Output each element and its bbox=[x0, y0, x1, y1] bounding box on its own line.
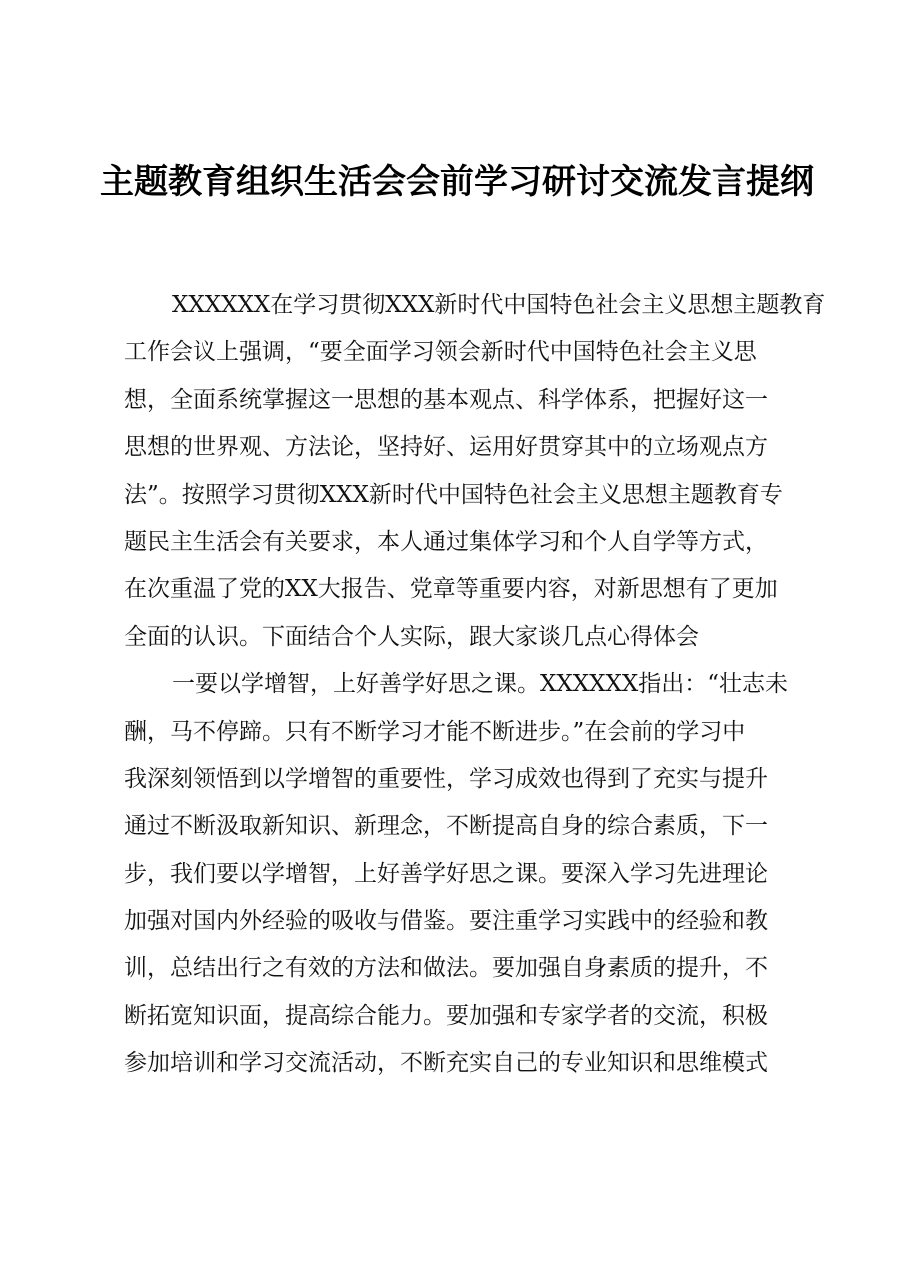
text-line: XXXXXX在学习贯彻XXX新时代中国特色社会主义思想主题教育 bbox=[172, 292, 826, 318]
text-line: 我深刻领悟到以学增智的重要性，学习成效也得到了充实与提升 bbox=[124, 765, 768, 792]
text-line: 加强对国内外经验的吸收与借鉴。要注重学习实践中的经验和教 bbox=[124, 908, 768, 935]
text-line: 断拓宽知识面，提高综合能力。要加强和专家学者的交流，积极 bbox=[124, 1002, 768, 1029]
text-line: 全面的认识。下面结合个人实际，跟大家谈几点心得体会 bbox=[124, 623, 699, 650]
text-line: 题民主生活会有关要求，本人通过集体学习和个人自学等方式， bbox=[124, 528, 768, 555]
text-line: 训，总结出行之有效的方法和做法。要加强自身素质的提升，不 bbox=[124, 955, 768, 982]
document-body bbox=[124, 282, 826, 1088]
text-line: 法”。按照学习贯彻XXX新时代中国特色社会主义思想主题教育专 bbox=[124, 481, 783, 508]
text-line: 思想的世界观、方法论，坚持好、运用好贯穿其中的立场观点方 bbox=[124, 434, 768, 461]
text-line: 酬，马不停蹄。只有不断学习才能不断进步。”在会前的学习中 bbox=[124, 718, 746, 745]
text-line: 一要以学增智，上好善学好思之课。XXXXXX指出：“壮志未 bbox=[172, 671, 789, 698]
text-line: 参加培训和学习交流活动，不断充实自己的专业知识和思维模式 bbox=[124, 1050, 768, 1077]
paragraph-1 bbox=[124, 282, 826, 661]
paragraph-2 bbox=[124, 661, 814, 1088]
text-line: 想，全面系统掌握这一思想的基本观点、科学体系，把握好这一 bbox=[124, 386, 768, 413]
document-title: 主题教育组织生活会会前学习研讨交流发言提纲 bbox=[100, 162, 814, 202]
text-line: 工作会议上强调，“要全面学习领会新时代中国特色社会主义思 bbox=[124, 339, 757, 366]
text-line: 通过不断汲取新知识、新理念，不断提高自身的综合素质，下一 bbox=[124, 813, 768, 840]
text-line: 在次重温了党的XX大报告、党章等重要内容，对新思想有了更加 bbox=[124, 576, 778, 603]
text-line: 步，我们要以学增智，上好善学好思之课。要深入学习先进理论 bbox=[124, 860, 768, 887]
